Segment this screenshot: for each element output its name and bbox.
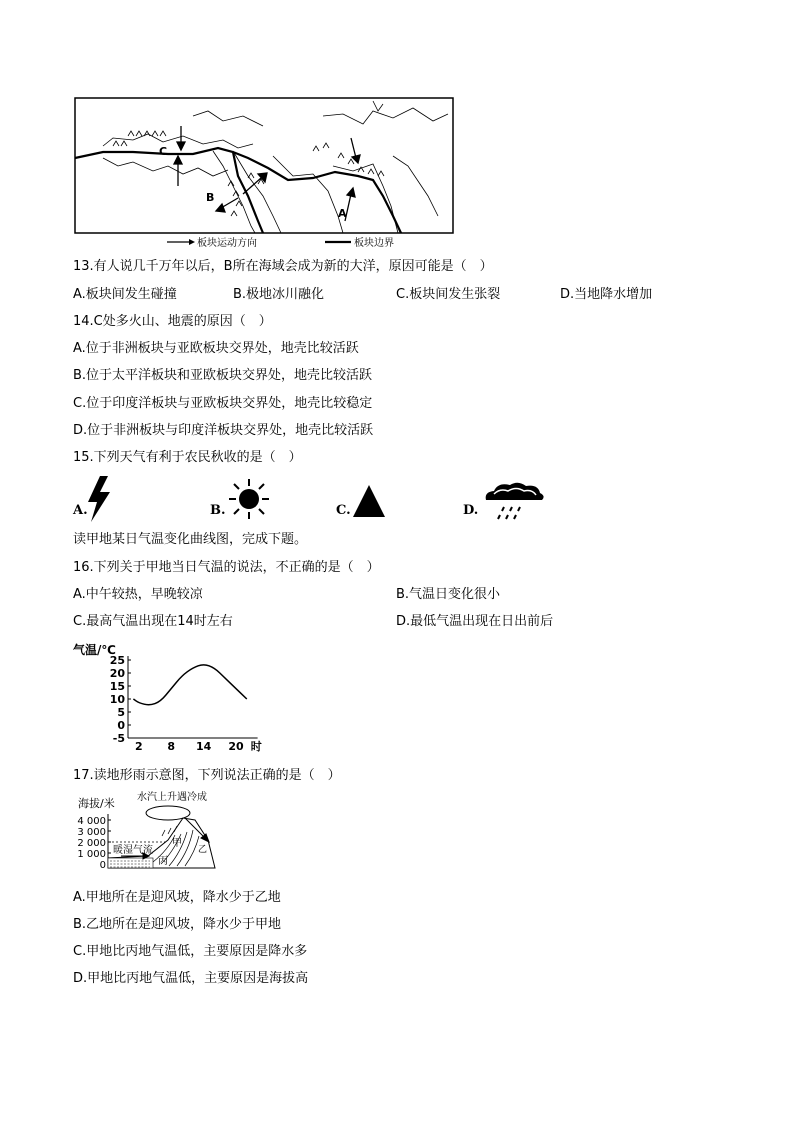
- q14-option-d[interactable]: D.位于非洲板块与印度洋板块交界处，地壳比较活跃: [73, 423, 374, 438]
- lightning-icon: [86, 476, 112, 526]
- q14-option-a[interactable]: A.位于非洲板块与亚欧板块交界处，地壳比较活跃: [73, 341, 359, 356]
- q13-stem: 13.有人说几千万年以后，B所在海域会成为新的大洋，原因可能是（ ）: [73, 259, 493, 274]
- rain-figure-yticks: [77, 816, 106, 871]
- map-legend: [167, 236, 394, 249]
- q14-option-b[interactable]: B.位于太平洋板块和亚欧板块交界处，地壳比较活跃: [73, 368, 373, 383]
- sun-icon: [228, 478, 270, 524]
- triangle-icon: [352, 484, 386, 522]
- svg-text:0: 0: [99, 860, 106, 871]
- map-label-c: C: [159, 145, 168, 158]
- q16-intro: 读甲地某日气温变化曲线图，完成下题。: [73, 532, 308, 547]
- rain-cloud-icon: [482, 480, 546, 526]
- map-label-b: B: [206, 191, 215, 204]
- point-yi-label: 乙: [198, 845, 208, 855]
- svg-text:3 000: 3 000: [77, 827, 106, 838]
- svg-text:4 000: 4 000: [77, 816, 106, 827]
- q15-option-b-letter[interactable]: B.: [210, 503, 226, 518]
- q13-option-a[interactable]: A.板块间发生碰撞: [73, 287, 177, 302]
- y-tick-label: 10: [109, 693, 125, 706]
- rain-figure-ylabel: 海拔/米: [78, 797, 115, 810]
- rain-figure-top-label: 水汽上升遇冷成: [137, 792, 207, 803]
- x-tick-label: 14: [195, 740, 212, 753]
- plate-map-figure: [73, 96, 455, 250]
- y-tick-label: 0: [117, 719, 125, 732]
- q15-option-c-letter[interactable]: C.: [336, 503, 351, 518]
- airflow-label: 暖湿气流: [113, 845, 153, 856]
- q16-option-c[interactable]: C.最高气温出现在14时左右: [73, 614, 233, 629]
- map-label-a: A: [338, 207, 347, 220]
- q15-option-a-letter[interactable]: A.: [73, 503, 88, 518]
- q17-option-d[interactable]: D.甲地比丙地气温低，主要原因是海拔高: [73, 971, 309, 986]
- q13-option-d[interactable]: D.当地降水增加: [560, 287, 653, 302]
- chart-xlabel: 时: [250, 740, 262, 753]
- y-tick-label: 15: [109, 680, 125, 693]
- svg-text:2 000: 2 000: [77, 838, 106, 849]
- q13-option-b[interactable]: B.极地冰川融化: [233, 287, 325, 302]
- svg-text:1 000: 1 000: [77, 849, 106, 860]
- y-tick-label: -5: [112, 732, 125, 745]
- q15-stem: 15.下列天气有利于农民秋收的是（ ）: [73, 450, 302, 465]
- temperature-line: [133, 665, 246, 705]
- q17-option-b[interactable]: B.乙地所在是迎风坡，降水少于甲地: [73, 917, 282, 932]
- q16-option-b[interactable]: B.气温日变化很小: [396, 587, 501, 602]
- q16-stem: 16.下列关于甲地当日气温的说法，不正确的是（ ）: [73, 560, 380, 575]
- legend-arrow-label: 板块运动方向: [197, 238, 257, 249]
- q16-option-d[interactable]: D.最低气温出现在日出前后: [396, 614, 554, 629]
- q15-option-d-letter[interactable]: D.: [463, 503, 479, 518]
- q17-option-c[interactable]: C.甲地比丙地气温低，主要原因是降水多: [73, 944, 308, 959]
- point-jia-label: 甲: [172, 838, 182, 849]
- q17-stem: 17.读地形雨示意图，下列说法正确的是（ ）: [73, 768, 341, 783]
- legend-line-label: 板块边界: [354, 238, 394, 249]
- chart-ylabel: 气温/℃: [73, 643, 116, 657]
- q14-option-c[interactable]: C.位于印度洋板块与亚欧板块交界处，地壳比较稳定: [73, 396, 373, 411]
- y-tick-label: 20: [109, 667, 125, 680]
- point-bing-label: 丙: [158, 856, 168, 867]
- x-tick-label: 8: [167, 740, 176, 753]
- x-tick-label: 2: [134, 740, 143, 753]
- q13-option-c[interactable]: C.板块间发生张裂: [396, 287, 501, 302]
- orographic-rain-figure: [73, 790, 233, 884]
- x-tick-label: 20: [228, 740, 244, 753]
- q16-option-a[interactable]: A.中午较热，早晚较凉: [73, 587, 203, 602]
- y-tick-label: 5: [117, 706, 125, 719]
- q17-option-a[interactable]: A.甲地所在是迎风坡，降水少于乙地: [73, 890, 281, 905]
- temperature-chart: [73, 640, 262, 762]
- y-tick-label: 25: [109, 654, 125, 667]
- q14-stem: 14.C处多火山、地震的原因（ ）: [73, 314, 272, 329]
